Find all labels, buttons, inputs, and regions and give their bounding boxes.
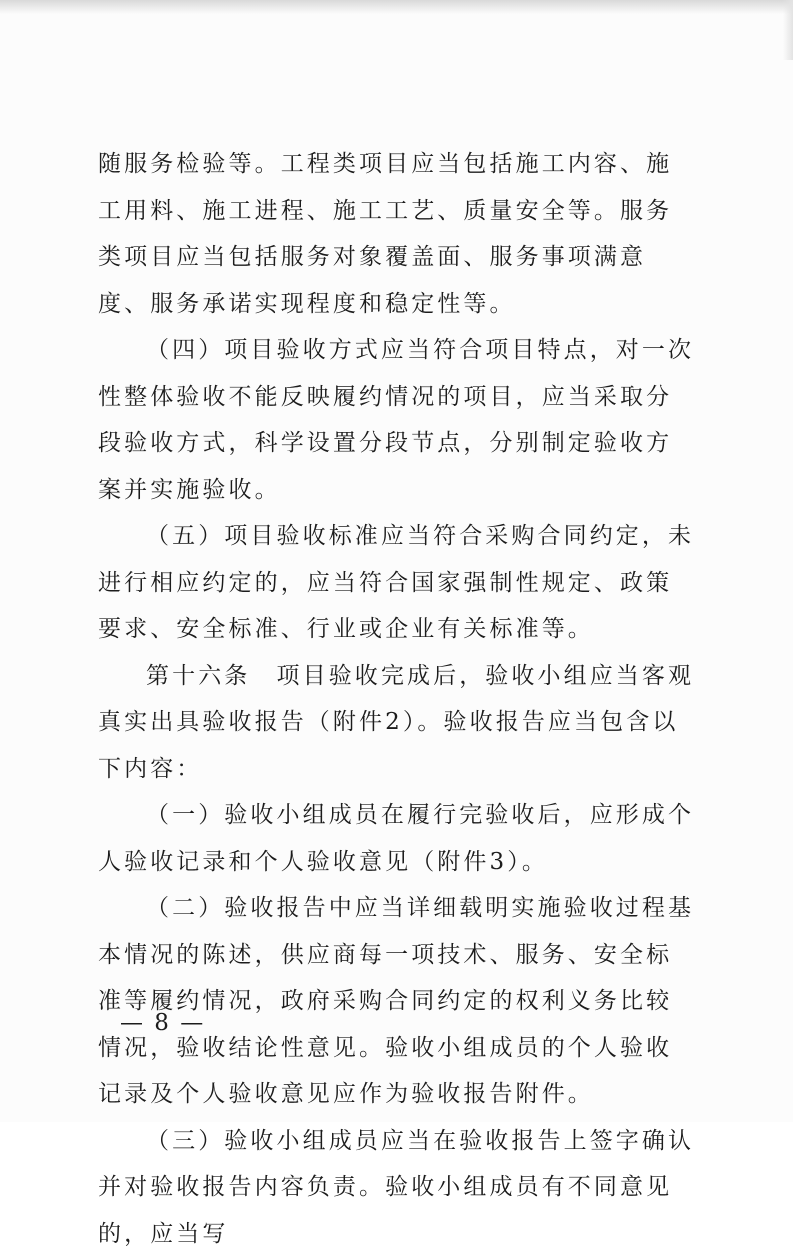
page-number: — 8 — [120,1010,205,1036]
paragraph-sub-2: （二）验收报告中应当详细载明实施验收过程基本情况的陈述，供应商每一项技术、服务、安全标准等履约情况，政府采购合同约定的权利义务比较情况，验收结论性意见。验收小组成员的个人验收记录及个人验收意见应作为验收报告附件。 [98,885,698,1118]
body-text [98,141,698,1257]
paragraph-item-5: （五）项目验收标准应当符合采购合同约定，未进行相应约定的，应当符合国家强制性规定、政策要求、安全标准、行业或企业有关标准等。 [98,513,698,653]
paragraph-sub-1: （一）验收小组成员在履行完验收后，应形成个人验收记录和个人验收意见（附件3）。 [98,792,698,885]
scan-shadow-right [783,0,793,60]
scan-shadow-top [0,0,793,14]
paragraph-item-4: （四）项目验收方式应当符合项目特点，对一次性整体验收不能反映履约情况的项目，应当采取分段验收方式，科学设置分段节点，分别制定验收方案并实施验收。 [98,327,698,513]
paragraph-article-16: 第十六条 项目验收完成后，验收小组应当客观真实出具验收报告（附件2）。验收报告应当包含以下内容： [98,653,698,793]
paragraph-continuation: 随服务检验等。工程类项目应当包括施工内容、施工用料、施工进程、施工工艺、质量安全等。服务类项目应当包括服务对象覆盖面、服务事项满意度、服务承诺实现程度和稳定性等。 [98,141,698,327]
paragraph-sub-3: （三）验收小组成员应当在验收报告上签字确认并对验收报告内容负责。验收小组成员有不同意见的，应当写 [98,1118,698,1257]
